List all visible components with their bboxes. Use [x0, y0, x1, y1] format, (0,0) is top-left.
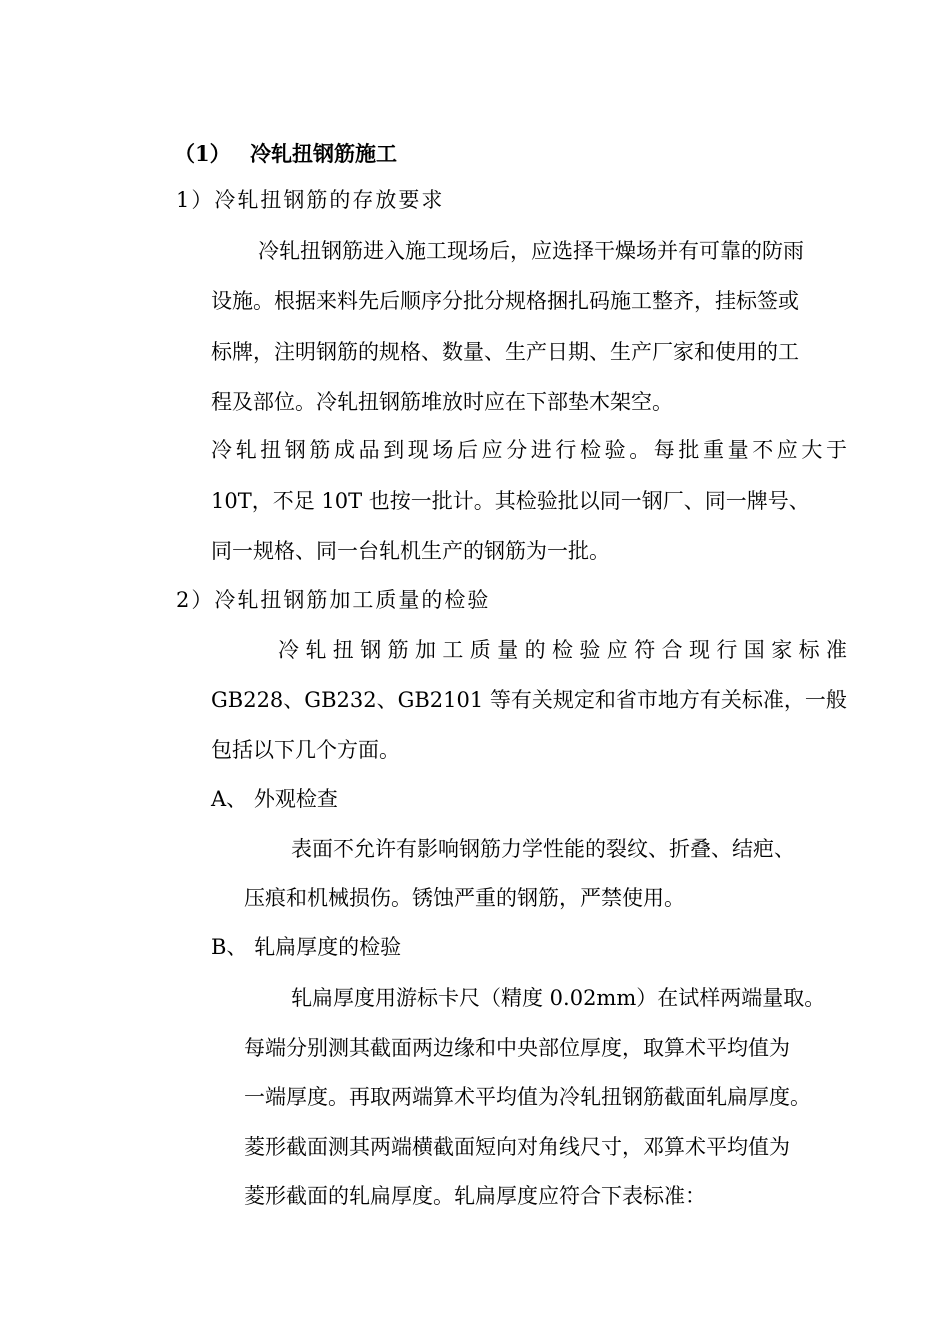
subsection-b-title: B、 轧扁厚度的检验	[211, 935, 402, 959]
section2-para-line3: 包括以下几个方面。	[211, 738, 400, 762]
section1-title: 1）冷轧扭钢筋的存放要求	[176, 188, 445, 212]
heading-number: （1）	[174, 141, 231, 166]
subsection-b-para-line5: 菱形截面的轧扁厚度。轧扁厚度应符合下表标准：	[244, 1184, 706, 1208]
section1-para2-line1: 冷轧扭钢筋成品到现场后应分进行检验。每批重量不应大于	[211, 438, 851, 462]
section2-para-line1: 冷轧扭钢筋加工质量的检验应符合现行国家标准	[278, 638, 854, 662]
subsection-b-para-line1: 轧扁厚度用游标卡尺（精度 0.02mm）在试样两端量取。	[291, 986, 826, 1010]
section1-para1-line1: 冷轧扭钢筋进入施工现场后，应选择干燥场并有可靠的防雨	[258, 239, 804, 263]
section1-para2-line3: 同一规格、同一台轧机生产的钢筋为一批。	[211, 539, 610, 563]
subsection-b-para-line3: 一端厚度。再取两端算术平均值为冷轧扭钢筋截面轧扁厚度。	[244, 1085, 811, 1109]
section1-para1-line4: 程及部位。冷轧扭钢筋堆放时应在下部垫木架空。	[211, 390, 673, 414]
subsection-b-para-line4: 菱形截面测其两端横截面短向对角线尺寸，邓算术平均值为	[244, 1135, 790, 1159]
section1-para2-line2: 10T，不足 10T 也按一批计。其检验批以同一钢厂、同一牌号、	[211, 489, 810, 513]
subsection-a-title: A、 外观检查	[211, 787, 338, 811]
section2-para-line2: GB228、GB232、GB2101 等有关规定和省市地方有关标准，一般	[211, 688, 847, 712]
heading-title: 冷轧扭钢筋施工	[250, 141, 397, 166]
subsection-a-para-line2: 压痕和机械损伤。锈蚀严重的钢筋，严禁使用。	[244, 886, 685, 910]
section2-title: 2）冷轧扭钢筋加工质量的检验	[176, 588, 491, 612]
subsection-a-para-line1: 表面不允许有影响钢筋力学性能的裂纹、折叠、结疤、	[291, 837, 795, 861]
section1-para1-line2: 设施。根据来料先后顺序分批分规格捆扎码施工整齐，挂标签或	[211, 289, 799, 313]
subsection-b-para-line2: 每端分别测其截面两边缘和中央部位厚度，取算术平均值为	[244, 1036, 790, 1060]
section1-para1-line3: 标牌，注明钢筋的规格、数量、生产日期、生产厂家和使用的工	[211, 340, 799, 364]
